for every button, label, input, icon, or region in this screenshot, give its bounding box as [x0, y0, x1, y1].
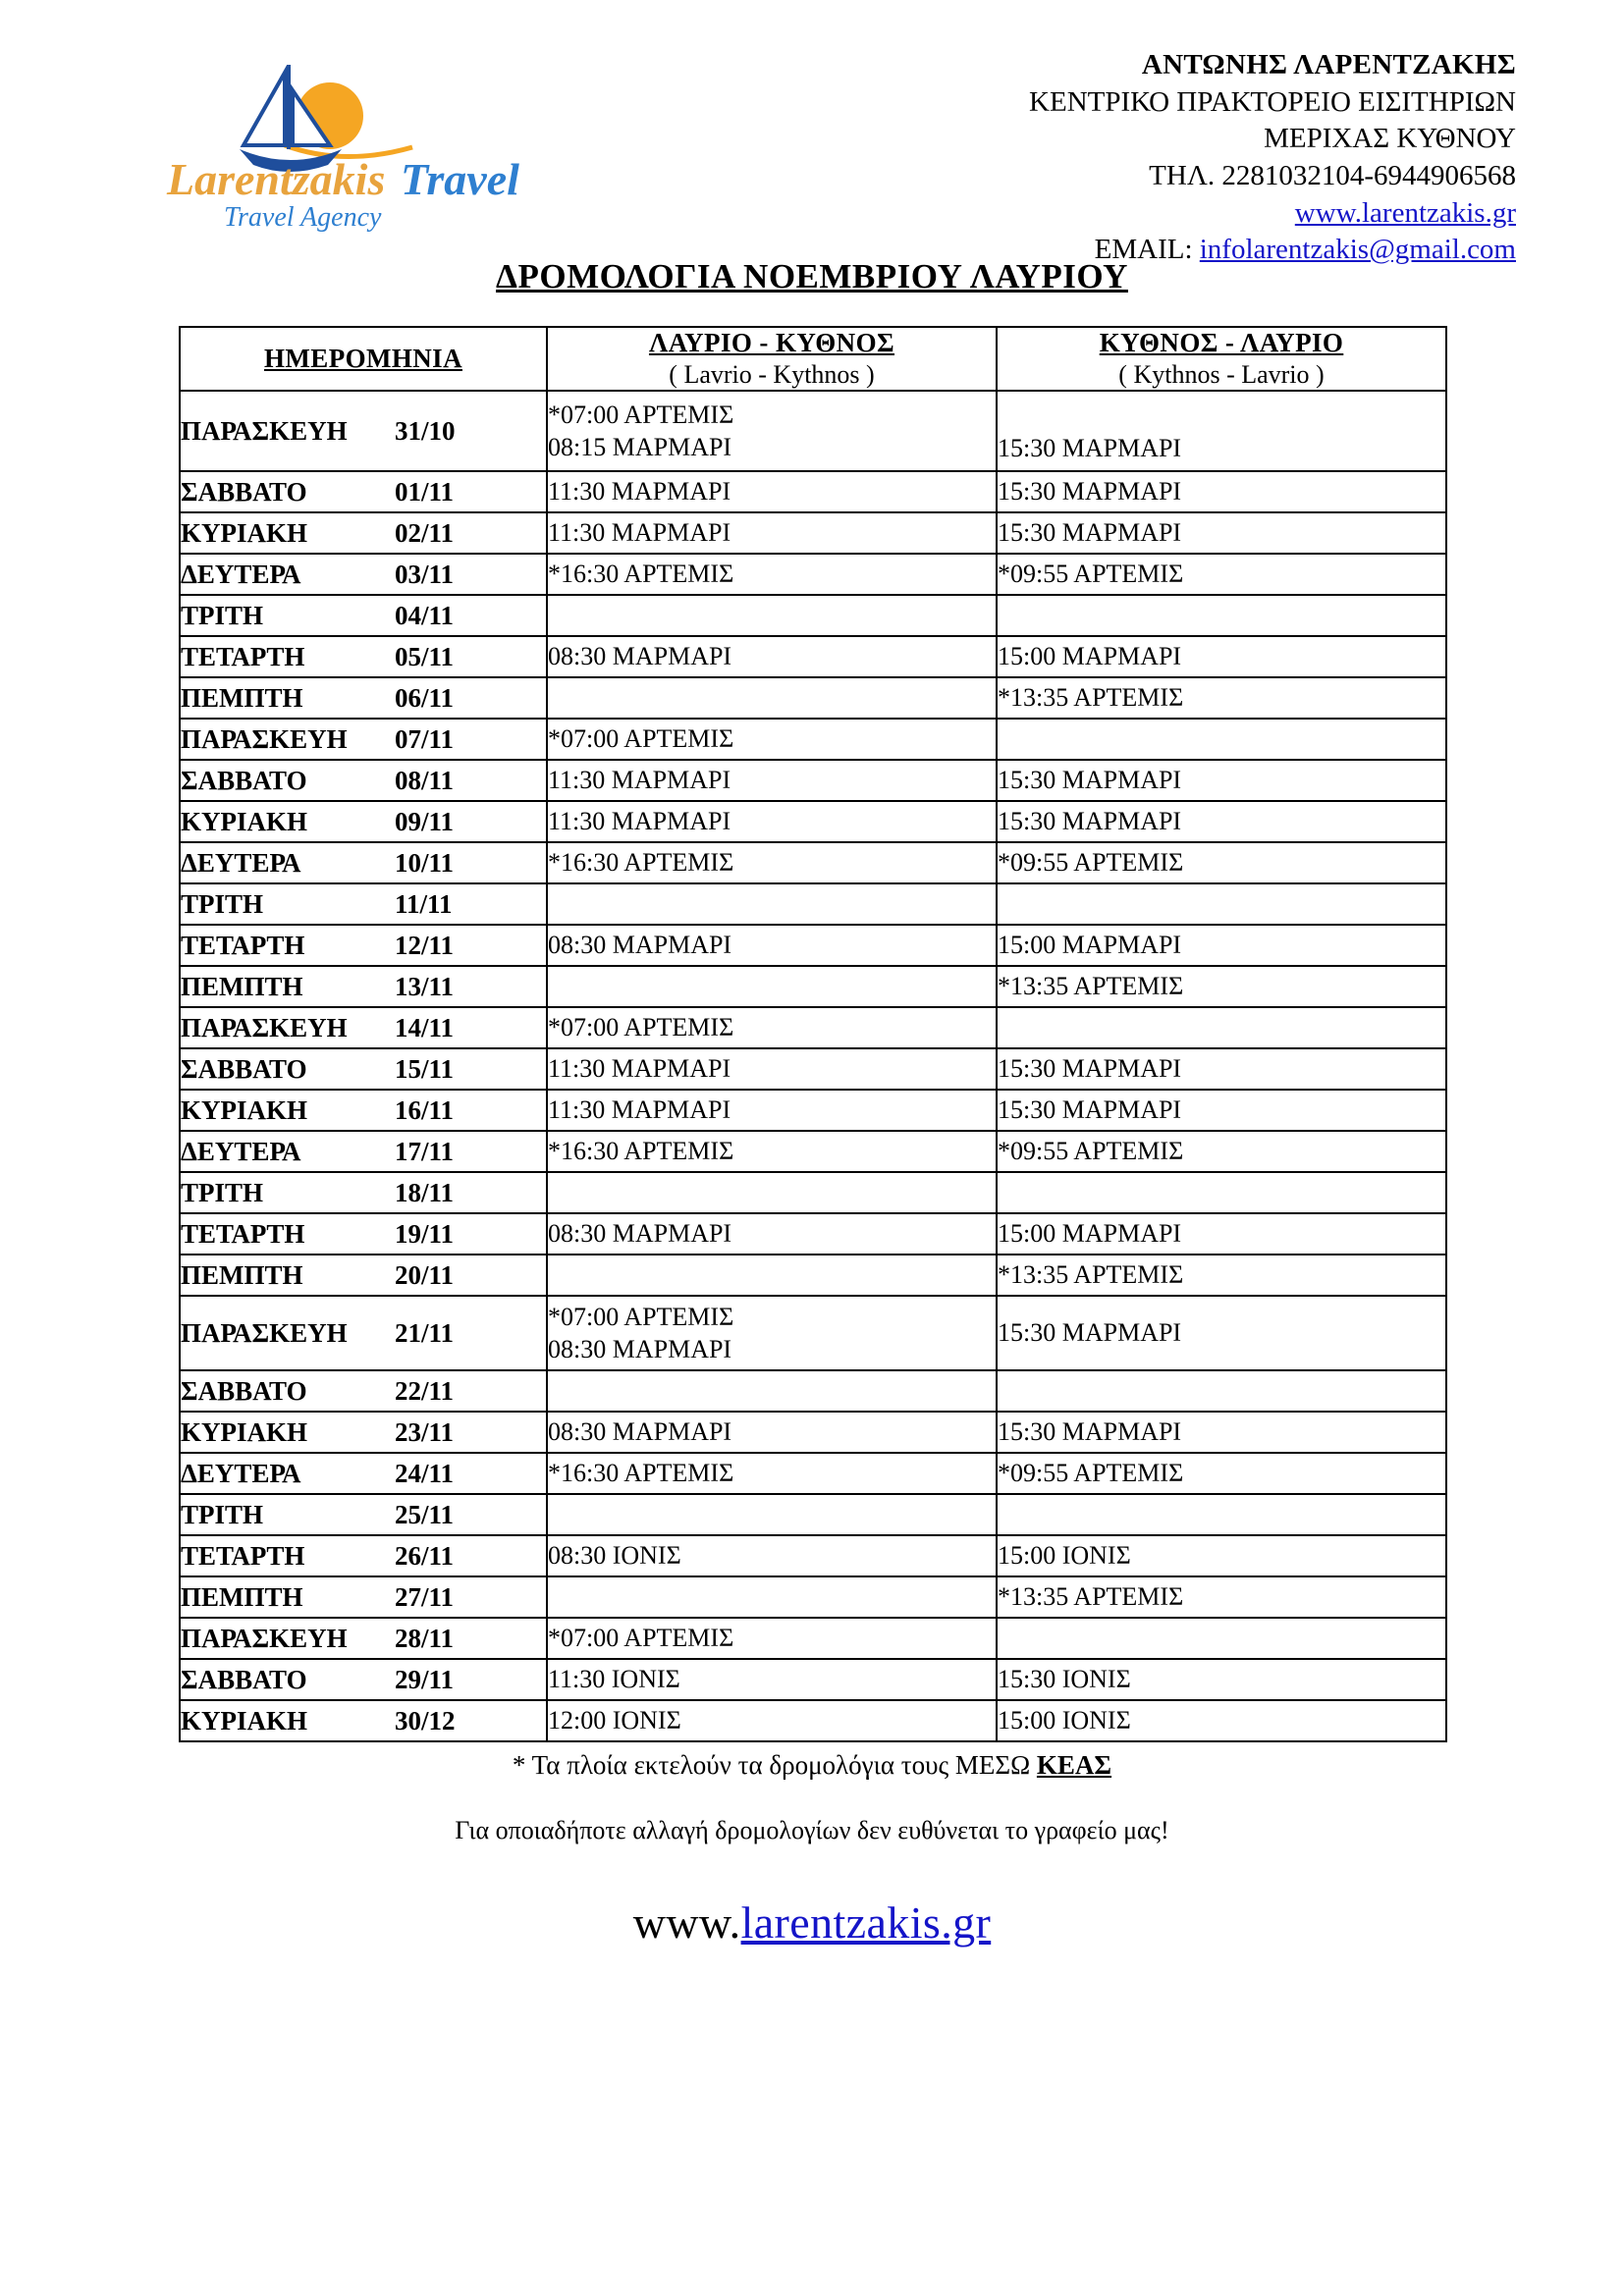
cell-date — [180, 1296, 547, 1370]
table-row — [180, 842, 1446, 883]
departure-entry: *07:00 ΑΡΤΕΜΙΣ — [548, 1624, 734, 1653]
cell-day-name: ΔΕΥΤΕΡΑ — [181, 847, 301, 878]
departure-entry: 11:30 ΜΑΡΜΑΡΙ — [548, 807, 731, 836]
departure-entry: 11:30 ΜΑΡΜΑΡΙ — [548, 518, 731, 548]
cell-date — [180, 925, 547, 966]
departure-entry: 11:30 ΜΑΡΜΑΡΙ — [548, 1054, 731, 1084]
cell-date — [180, 1659, 547, 1700]
table-row — [180, 1213, 1446, 1255]
departure-entry: 15:00 ΙΟΝΙΣ — [998, 1706, 1131, 1735]
table-row — [180, 1172, 1446, 1213]
cell-return — [997, 1412, 1446, 1453]
departure-entry: 08:30 ΜΑΡΜΑΡΙ — [548, 1219, 732, 1249]
cell-date — [180, 1090, 547, 1131]
cell-day-name: ΠΑΡΑΣΚΕΥΗ — [181, 1623, 348, 1653]
cell-outbound — [547, 1213, 997, 1255]
departure-entry: 11:30 ΙΟΝΙΣ — [548, 1665, 680, 1694]
departure-entry: *16:30 ΑΡΤΕΜΙΣ — [548, 560, 734, 589]
cell-day-name: ΤΡΙΤΗ — [181, 1499, 264, 1529]
departure-entry: *09:55 ΑΡΤΕΜΙΣ — [998, 1459, 1184, 1488]
cell-return — [997, 512, 1446, 554]
cell-day-number: 02/11 — [395, 517, 455, 548]
cell-date — [180, 1048, 547, 1090]
cell-date — [180, 760, 547, 801]
agency-phone: ΤΗΛ. 2281032104-6944906568 — [1149, 160, 1516, 192]
via-footnote-emphasis: ΚΕΑΣ — [1036, 1750, 1112, 1780]
cell-day-name: ΠΕΜΠΤΗ — [181, 682, 303, 713]
cell-day-number: 08/11 — [395, 765, 455, 795]
table-row — [180, 801, 1446, 842]
cell-date — [180, 1172, 547, 1213]
departure-entry: 15:30 ΜΑΡΜΑΡΙ — [998, 766, 1182, 795]
cell-return — [997, 1659, 1446, 1700]
cell-day-name: ΠΑΡΑΣΚΕΥΗ — [181, 723, 348, 754]
departure-entry: *09:55 ΑΡΤΕΜΙΣ — [998, 560, 1184, 589]
cell-outbound — [547, 1296, 997, 1370]
cell-day-name: ΔΕΥΤΕΡΑ — [181, 1458, 301, 1488]
column-header-outbound-sublabel: ( Lavrio - Kythnos ) — [669, 360, 875, 389]
cell-return — [997, 966, 1446, 1007]
agency-contact-block — [599, 47, 1536, 269]
cell-date — [180, 1213, 547, 1255]
column-header-outbound-label: ΛΑΥΡΙΟ - ΚΥΘΝΟΣ — [648, 328, 895, 357]
cell-outbound — [547, 1535, 997, 1576]
svg-text:Larentzakis: Larentzakis — [167, 154, 386, 204]
table-row — [180, 1370, 1446, 1412]
agency-subtitle-2: ΜΕΡΙΧΑΣ ΚΥΘΝΟΥ — [1264, 123, 1516, 155]
cell-day-number: 03/11 — [395, 559, 455, 589]
cell-return — [997, 636, 1446, 677]
table-row — [180, 391, 1446, 471]
cell-day-number: 27/11 — [395, 1581, 455, 1612]
table-row — [180, 1618, 1446, 1659]
cell-outbound — [547, 1090, 997, 1131]
cell-outbound — [547, 1412, 997, 1453]
departure-entry: *16:30 ΑΡΤΕΜΙΣ — [548, 1459, 734, 1488]
departure-entry: *07:00 ΑΡΤΕΜΙΣ — [548, 400, 734, 429]
cell-outbound — [547, 1048, 997, 1090]
via-footnote-text: * Τα πλοία εκτελούν τα δρομολόγια τους ΜΕΣΩ — [512, 1750, 1037, 1780]
cell-date — [180, 391, 547, 471]
table-row — [180, 1296, 1446, 1370]
cell-outbound — [547, 1255, 997, 1296]
cell-date — [180, 1131, 547, 1172]
cell-date — [180, 677, 547, 719]
cell-day-name: ΤΕΤΑΡΤΗ — [181, 930, 305, 960]
cell-outbound — [547, 636, 997, 677]
cell-day-number: 12/11 — [395, 930, 455, 960]
departure-entry: 08:30 ΜΑΡΜΑΡΙ — [548, 1334, 732, 1363]
cell-date — [180, 1255, 547, 1296]
table-row — [180, 1700, 1446, 1741]
cell-day-number: 15/11 — [395, 1053, 455, 1084]
column-header-outbound — [547, 327, 997, 391]
table-row — [180, 925, 1446, 966]
disclaimer-text: Για οποιαδήποτε αλλαγή δρομολογίων δεν ευθύνεται το γραφείο μας! — [455, 1816, 1169, 1844]
table-row — [180, 595, 1446, 636]
agency-name: ΑΝΤΩΝΗΣ ΛΑΡΕΝΤΖΑΚΗΣ — [1141, 49, 1516, 80]
departure-entry: 08:15 ΜΑΡΜΑΡΙ — [548, 432, 732, 461]
cell-date — [180, 1494, 547, 1535]
departure-entry: *13:35 ΑΡΤΕΜΙΣ — [998, 1260, 1184, 1290]
departure-entry: 08:30 ΜΑΡΜΑΡΙ — [548, 931, 732, 960]
departure-entry: 12:00 ΙΟΝΙΣ — [548, 1706, 681, 1735]
departure-entry: 15:00 ΙΟΝΙΣ — [998, 1541, 1131, 1571]
cell-date — [180, 801, 547, 842]
table-row — [180, 554, 1446, 595]
cell-day-number: 13/11 — [395, 971, 455, 1001]
table-row — [180, 883, 1446, 925]
cell-date — [180, 1370, 547, 1412]
table-row — [180, 512, 1446, 554]
cell-date — [180, 1412, 547, 1453]
departure-entry: *07:00 ΑΡΤΕΜΙΣ — [548, 724, 734, 754]
cell-outbound — [547, 391, 997, 471]
agency-email-link[interactable]: infolarentzakis@gmail.com — [1199, 234, 1516, 266]
cell-return — [997, 677, 1446, 719]
cell-day-name: ΚΥΡΙΑΚΗ — [181, 1095, 308, 1125]
cell-day-name: ΔΕΥΤΕΡΑ — [181, 559, 301, 589]
cell-day-number: 19/11 — [395, 1218, 455, 1249]
cell-day-number: 04/11 — [395, 600, 455, 630]
cell-outbound — [547, 1131, 997, 1172]
cell-date — [180, 1618, 547, 1659]
departure-entry: 11:30 ΜΑΡΜΑΡΙ — [548, 477, 731, 507]
cell-outbound — [547, 1007, 997, 1048]
schedule-table-container — [179, 326, 1445, 1742]
cell-day-number: 24/11 — [395, 1458, 455, 1488]
departure-entry: 15:30 ΜΑΡΜΑΡΙ — [998, 1417, 1182, 1447]
cell-day-number: 20/11 — [395, 1259, 455, 1290]
departure-entry: 11:30 ΜΑΡΜΑΡΙ — [548, 1095, 731, 1125]
departure-entry: *13:35 ΑΡΤΕΜΙΣ — [998, 972, 1184, 1001]
departure-entry: 15:30 ΜΑΡΜΑΡΙ — [998, 1095, 1182, 1125]
cell-date — [180, 471, 547, 512]
table-row — [180, 1090, 1446, 1131]
cell-return — [997, 1090, 1446, 1131]
cell-day-name: ΣΑΒΒΑΤΟ — [181, 1053, 307, 1084]
cell-day-name: ΠΑΡΑΣΚΕΥΗ — [181, 1317, 348, 1348]
table-row — [180, 677, 1446, 719]
company-logo — [137, 47, 599, 243]
departure-entry: 15:30 ΜΑΡΜΑΡΙ — [998, 518, 1182, 548]
departure-entry: *07:00 ΑΡΤΕΜΙΣ — [548, 1013, 734, 1042]
cell-day-name: ΚΥΡΙΑΚΗ — [181, 1705, 308, 1735]
cell-outbound — [547, 1172, 997, 1213]
cell-day-number: 06/11 — [395, 682, 455, 713]
cell-day-number: 26/11 — [395, 1540, 455, 1571]
cell-outbound — [547, 471, 997, 512]
cell-day-name: ΤΕΤΑΡΤΗ — [181, 1218, 305, 1249]
cell-day-name: ΚΥΡΙΑΚΗ — [181, 806, 308, 836]
cell-day-number: 16/11 — [395, 1095, 455, 1125]
larentzakis-travel-logo-graphic — [137, 47, 589, 234]
departure-entry: *09:55 ΑΡΤΕΜΙΣ — [998, 1137, 1184, 1166]
cell-return — [997, 1618, 1446, 1659]
cell-day-name: ΔΕΥΤΕΡΑ — [181, 1136, 301, 1166]
cell-return — [997, 471, 1446, 512]
cell-day-number: 23/11 — [395, 1416, 455, 1447]
cell-return — [997, 1700, 1446, 1741]
cell-day-number: 09/11 — [395, 806, 455, 836]
cell-date — [180, 1535, 547, 1576]
cell-date — [180, 512, 547, 554]
table-row — [180, 1048, 1446, 1090]
column-header-return-label: ΚΥΘΝΟΣ - ΛΑΥΡΙΟ — [1099, 328, 1344, 357]
document-header — [0, 0, 1624, 266]
schedule-table — [179, 326, 1447, 1742]
departure-entry: *09:55 ΑΡΤΕΜΙΣ — [998, 848, 1184, 878]
cell-day-name: ΤΡΙΤΗ — [181, 1177, 264, 1207]
cell-day-number: 25/11 — [395, 1499, 455, 1529]
departure-entry: 11:30 ΜΑΡΜΑΡΙ — [548, 766, 731, 795]
table-row — [180, 1576, 1446, 1618]
cell-return — [997, 719, 1446, 760]
cell-day-name: ΚΥΡΙΑΚΗ — [181, 517, 308, 548]
cell-date — [180, 842, 547, 883]
cell-return — [997, 801, 1446, 842]
cell-return — [997, 883, 1446, 925]
cell-date — [180, 636, 547, 677]
table-row — [180, 1453, 1446, 1494]
cell-date — [180, 1700, 547, 1741]
cell-day-name: ΠΕΜΠΤΗ — [181, 1581, 303, 1612]
cell-date — [180, 595, 547, 636]
departure-entry: 08:30 ΙΟΝΙΣ — [548, 1541, 681, 1571]
cell-outbound — [547, 512, 997, 554]
table-row — [180, 1131, 1446, 1172]
cell-return — [997, 1370, 1446, 1412]
agency-website-link[interactable]: www.larentzakis.gr — [1294, 196, 1516, 229]
footer-website-link[interactable]: larentzakis.gr — [740, 1897, 992, 1948]
cell-day-name: ΠΕΜΠΤΗ — [181, 1259, 303, 1290]
cell-day-number: 01/11 — [395, 476, 455, 507]
departure-entry: 15:30 ΜΑΡΜΑΡΙ — [998, 1318, 1182, 1348]
table-header — [180, 327, 1446, 391]
departure-entry: 15:30 ΜΑΡΜΑΡΙ — [998, 1054, 1182, 1084]
column-header-date — [180, 327, 547, 391]
cell-return — [997, 1007, 1446, 1048]
column-header-date-label: ΗΜΕΡΟΜΗΝΙΑ — [264, 344, 462, 373]
cell-outbound — [547, 842, 997, 883]
departure-entry: 15:00 ΜΑΡΜΑΡΙ — [998, 931, 1182, 960]
cell-day-number: 28/11 — [395, 1623, 455, 1653]
cell-return — [997, 1172, 1446, 1213]
departure-entry: 15:00 ΜΑΡΜΑΡΙ — [998, 642, 1182, 671]
table-row — [180, 1255, 1446, 1296]
cell-day-number: 22/11 — [395, 1375, 455, 1406]
departure-entry: *13:35 ΑΡΤΕΜΙΣ — [998, 1582, 1184, 1612]
cell-day-name: ΠΑΡΑΣΚΕΥΗ — [181, 415, 348, 446]
departure-entry: *16:30 ΑΡΤΕΜΙΣ — [548, 1137, 734, 1166]
column-header-return-sublabel: ( Kythnos - Lavrio ) — [1118, 360, 1325, 389]
departure-entry: *13:35 ΑΡΤΕΜΙΣ — [998, 683, 1184, 713]
cell-day-number: 11/11 — [395, 888, 453, 919]
cell-return — [997, 1535, 1446, 1576]
cell-outbound — [547, 966, 997, 1007]
footer-website — [0, 1896, 1624, 1949]
cell-return — [997, 1255, 1446, 1296]
cell-outbound — [547, 1659, 997, 1700]
table-row — [180, 1412, 1446, 1453]
cell-return — [997, 595, 1446, 636]
cell-date — [180, 883, 547, 925]
departure-entry: 15:30 ΜΑΡΜΑΡΙ — [998, 807, 1182, 836]
cell-date — [180, 1007, 547, 1048]
cell-return — [997, 554, 1446, 595]
cell-day-name: ΤΡΙΤΗ — [181, 888, 264, 919]
cell-outbound — [547, 1618, 997, 1659]
cell-date — [180, 1453, 547, 1494]
table-row — [180, 1007, 1446, 1048]
cell-outbound — [547, 719, 997, 760]
table-row — [180, 636, 1446, 677]
cell-return — [997, 1576, 1446, 1618]
table-row — [180, 719, 1446, 760]
cell-day-name: ΤΡΙΤΗ — [181, 600, 264, 630]
cell-return — [997, 1131, 1446, 1172]
cell-outbound — [547, 1494, 997, 1535]
cell-return — [997, 1494, 1446, 1535]
cell-date — [180, 719, 547, 760]
cell-day-number: 17/11 — [395, 1136, 455, 1166]
departure-entry: 08:30 ΜΑΡΜΑΡΙ — [548, 642, 732, 671]
cell-day-name: ΠΕΜΠΤΗ — [181, 971, 303, 1001]
cell-day-number: 21/11 — [395, 1317, 455, 1348]
cell-day-name: ΣΑΒΒΑΤΟ — [181, 1664, 307, 1694]
table-body — [180, 391, 1446, 1741]
table-row — [180, 471, 1446, 512]
table-row — [180, 760, 1446, 801]
via-footnote — [0, 1750, 1624, 1781]
cell-return — [997, 1048, 1446, 1090]
cell-day-number: 07/11 — [395, 723, 455, 754]
departure-entry: 15:30 ΜΑΡΜΑΡΙ — [998, 477, 1182, 507]
departure-entry: 08:30 ΜΑΡΜΑΡΙ — [548, 1417, 732, 1447]
cell-return — [997, 1453, 1446, 1494]
cell-return — [997, 842, 1446, 883]
cell-outbound — [547, 1700, 997, 1741]
cell-day-number: 30/12 — [395, 1705, 456, 1735]
departure-entry: 15:30 ΙΟΝΙΣ — [998, 1665, 1131, 1694]
cell-day-number: 05/11 — [395, 641, 455, 671]
cell-day-number: 10/11 — [395, 847, 455, 878]
column-header-return — [997, 327, 1446, 391]
cell-return — [997, 760, 1446, 801]
cell-day-name: ΠΑΡΑΣΚΕΥΗ — [181, 1012, 348, 1042]
cell-outbound — [547, 801, 997, 842]
cell-date — [180, 966, 547, 1007]
cell-day-name: ΤΕΤΑΡΤΗ — [181, 641, 305, 671]
cell-day-number: 18/11 — [395, 1177, 455, 1207]
cell-outbound — [547, 595, 997, 636]
agency-subtitle-1: ΚΕΝΤΡΙΚΟ ΠΡΑΚΤΟΡΕΙΟ ΕΙΣΙΤΗΡΙΩΝ — [1029, 85, 1516, 118]
cell-return — [997, 925, 1446, 966]
cell-date — [180, 554, 547, 595]
cell-return — [997, 391, 1446, 471]
departure-entry: 15:00 ΜΑΡΜΑΡΙ — [998, 1219, 1182, 1249]
svg-text:Travel: Travel — [401, 154, 519, 204]
departure-entry: *07:00 ΑΡΤΕΜΙΣ — [548, 1302, 734, 1331]
svg-text:Travel Agency: Travel Agency — [224, 202, 382, 233]
cell-outbound — [547, 554, 997, 595]
cell-day-name: ΤΕΤΑΡΤΗ — [181, 1540, 305, 1571]
cell-day-name: ΣΑΒΒΑΤΟ — [181, 765, 307, 795]
cell-return — [997, 1213, 1446, 1255]
table-row — [180, 1659, 1446, 1700]
cell-day-name: ΚΥΡΙΑΚΗ — [181, 1416, 308, 1447]
footer-website-prefix: www. — [632, 1897, 741, 1948]
table-row — [180, 966, 1446, 1007]
page-title: ΔΡΟΜΟΛΟΓΙΑ ΝΟΕΜΒΡΙΟΥ ΛΑΥΡΙΟΥ — [496, 257, 1128, 295]
email-label: EMAIL: — [1094, 234, 1193, 266]
cell-day-number: 14/11 — [395, 1012, 455, 1042]
departure-entry: 15:30 ΜΑΡΜΑΡΙ — [998, 434, 1182, 463]
cell-outbound — [547, 1370, 997, 1412]
cell-outbound — [547, 1576, 997, 1618]
cell-outbound — [547, 1453, 997, 1494]
cell-day-name: ΣΑΒΒΑΤΟ — [181, 476, 307, 507]
table-row — [180, 1535, 1446, 1576]
cell-day-number: 29/11 — [395, 1664, 455, 1694]
cell-outbound — [547, 677, 997, 719]
cell-return — [997, 1296, 1446, 1370]
cell-day-name: ΣΑΒΒΑΤΟ — [181, 1375, 307, 1406]
cell-day-number: 31/10 — [395, 415, 456, 446]
cell-outbound — [547, 883, 997, 925]
cell-outbound — [547, 925, 997, 966]
cell-outbound — [547, 760, 997, 801]
cell-date — [180, 1576, 547, 1618]
table-row — [180, 1494, 1446, 1535]
departure-entry: *16:30 ΑΡΤΕΜΙΣ — [548, 848, 734, 878]
